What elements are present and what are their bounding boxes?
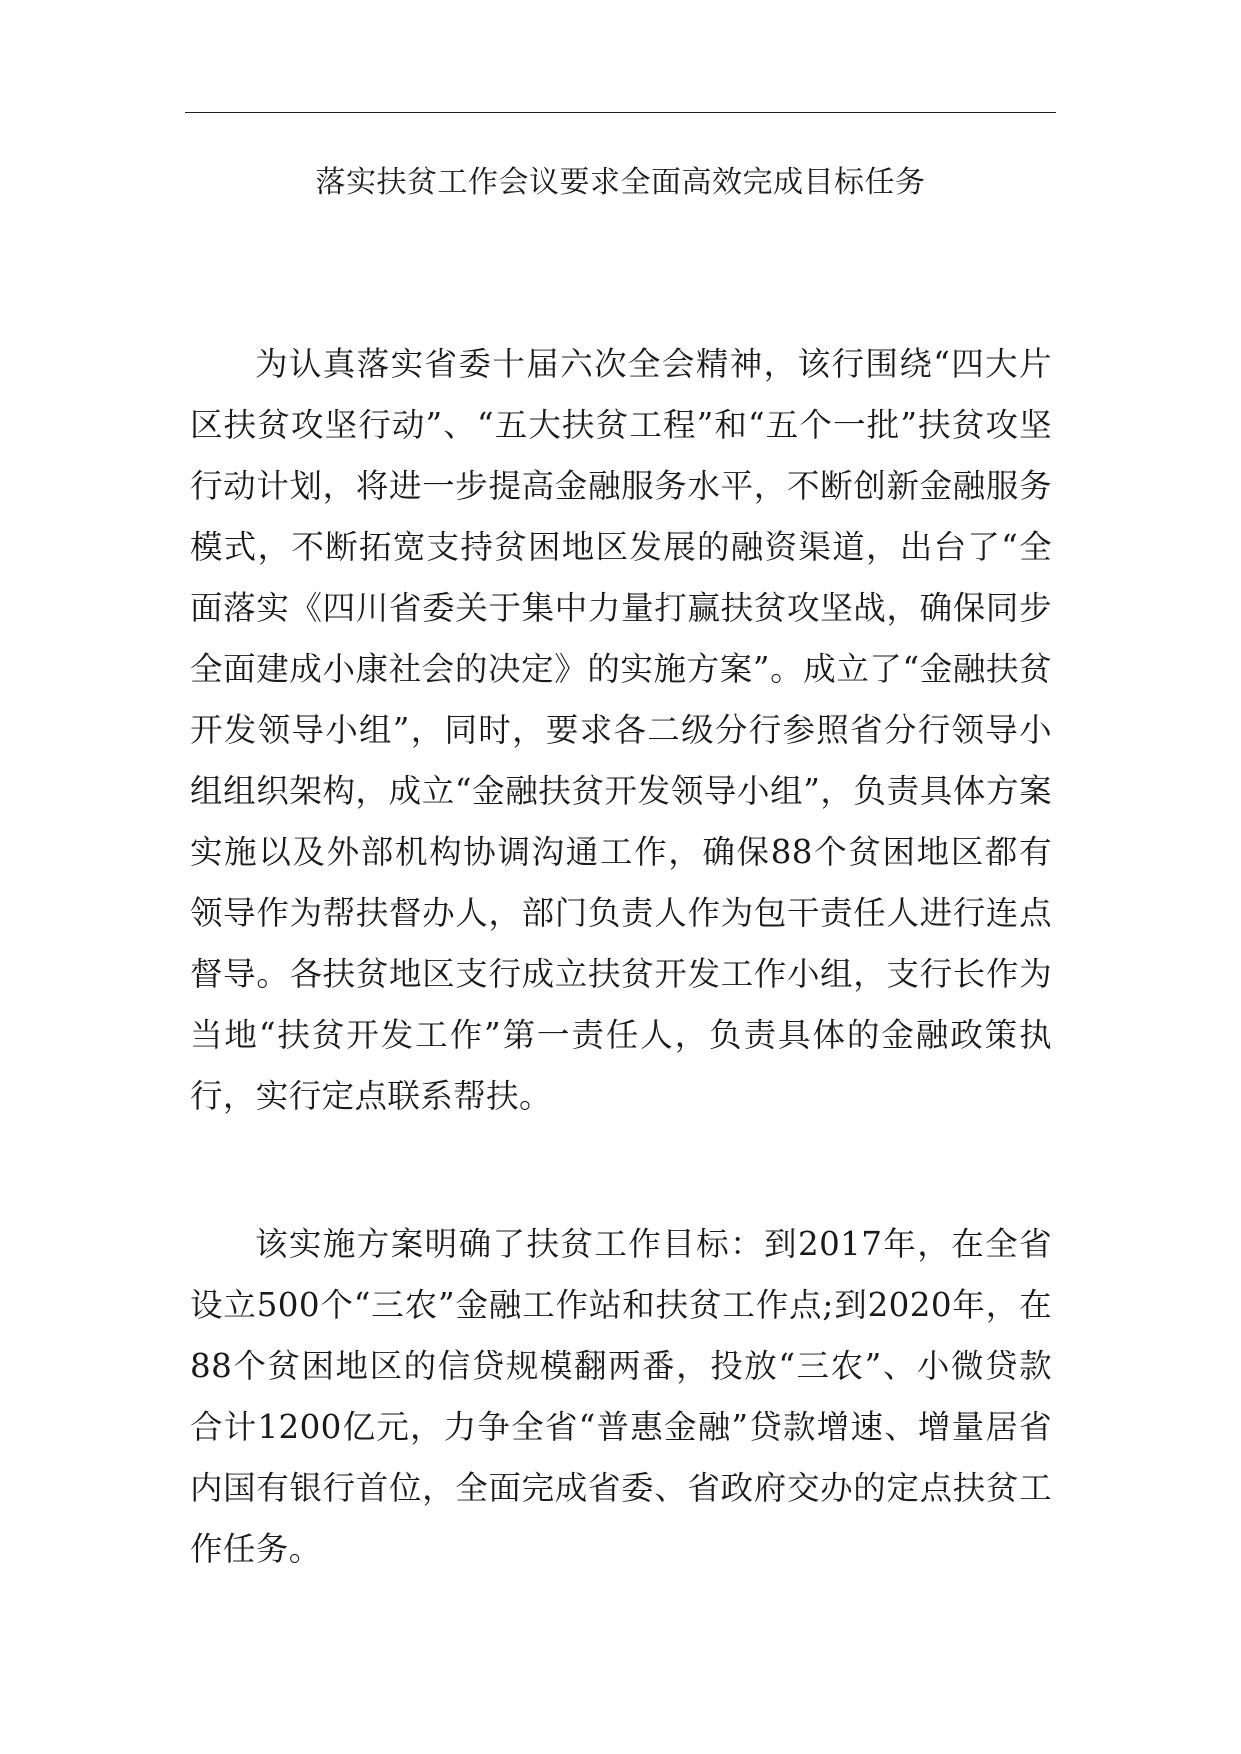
- header-rule: [185, 112, 1056, 113]
- body-paragraph-2: 该实施方案明确了扶贫工作目标：到2017年，在全省设立500个“三农”金融工作站和扶贫工作点;到2020年，在88个贫困地区的信贷规模翻两番，投放“三农”、小微贷款合计1200亿元，力争全省“普惠金融”贷款增速、增量居省内国有银行首位，全面完成省委、省政府交办的定点扶贫工作任务。: [190, 1225, 1052, 1568]
- body-paragraph-1: 为认真落实省委十届六次全会精神，该行围绕“四大片区扶贫攻坚行动”、“五大扶贫工程”和“五个一批”扶贫攻坚行动计划，将进一步提高金融服务水平，不断创新金融服务模式，不断拓宽支持贫困地区发展的融资渠道，出台了“全面落实《四川省委关于集中力量打赢扶贫攻坚战，确保同步全面建成小康社会的决定》的实施方案”。成立了“金融扶贫开发领导小组”，同时，要求各二级分行参照省分行领导小组组织架构，成立“金融扶贫开发领导小组”，负责具体方案实施以及外部机构协调沟通工作，确保88个贫困地区都有领导作为帮扶督办人，部门负责人作为包干责任人进行连点督导。各扶贫地区支行成立扶贫开发工作小组，支行长作为当地“扶贫开发工作”第一责任人，负责具体的金融政策执行，实行定点联系帮扶。: [190, 345, 1052, 1115]
- document-title: 落实扶贫工作会议要求全面高效完成目标任务: [315, 165, 926, 200]
